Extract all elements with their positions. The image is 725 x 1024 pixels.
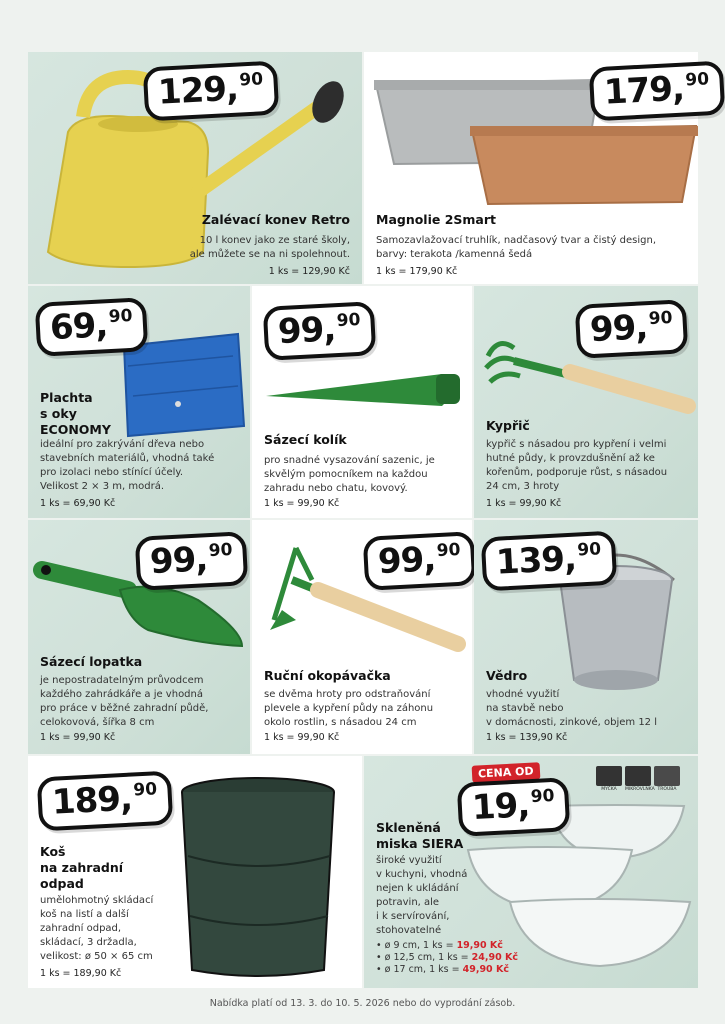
price-tag: 69,90 [35,297,149,357]
dishwasher-icon: MYČKA [596,766,622,786]
product-description: se dvěma hroty pro odstraňování plevele a kypření půdy na záhonu okolo rostlin, s násadou 24 cm [264,689,434,728]
microwave-icon: MIKROVLNKA [625,766,651,786]
unit-price: 1 ks = 99,90 Kč [486,498,562,509]
variant-row: • ø 9 cm, 1 ks = 19,90 Kč [376,940,503,951]
product-description: Samozavlažovací truhlík, nadčasový tvar a čistý design, barvy: terakota /kamenná šedá [376,235,657,260]
offer-validity-footer: Nabídka platí od 13. 3. do 10. 5. 2026 nebo do vyprodání zásob. [209,998,516,1009]
product-dibber [252,286,472,518]
price-tag: 139,90 [481,531,617,592]
product-description: kypřič s násadou pro kypření i velmi hutné půdy, k provzdušnění až ke kořenům, podporuje růst, s násadou 24 cm, 3 hroty [486,439,668,492]
product-title: Kypřič [486,418,530,433]
product-description: je nepostradatelným průvodcem každého zahrádkáře a je vhodná pro práce v běžné zahradní půdě, celokovová, šířka 8 cm [40,675,209,728]
product-description: pro snadné vysazování sazenic, je skvělým pomocníkem na každou zahradu nebo chatu, kovový. [264,455,435,494]
price-tag: 99,90 [363,531,477,591]
product-glass-bowl [364,756,698,988]
product-hoe [252,520,472,754]
price-tag: 179,90 [589,61,725,122]
price-from-badge: CENA OD [472,762,540,783]
oven-crossed-icon: TROUBA [654,766,680,786]
variant-row: • ø 12,5 cm, 1 ks = 24,90 Kč [376,952,519,963]
product-description: ideální pro zakrývání dřeva nebo stavebních materiálů, vhodná také pro izolaci nebo stínící účely. Velikost 2 × 3 m, modrá. [40,439,215,492]
product-tarp [28,286,250,518]
product-title: Koš na zahradní odpad [40,844,124,891]
product-description: 10 l konev jako ze staré školy, ale můžete se na ni spolehnout. [189,235,350,260]
product-garden-bag [28,756,362,988]
unit-price: 1 ks = 99,90 Kč [264,732,340,743]
product-description: umělohmotný skládací koš na listí a další zahradní odpad, skládací, 3 držadla, velikost: ø 50 × 65 cm [40,895,154,962]
product-cultivator [474,286,698,518]
product-title: Sázecí kolík [264,432,347,447]
unit-price: 1 ks = 99,90 Kč [40,732,116,743]
unit-price: 1 ks = 139,90 Kč [486,732,568,743]
variant-row: • ø 17 cm, 1 ks = 49,90 Kč [376,964,509,975]
unit-price: 1 ks = 189,90 Kč [40,968,122,979]
product-title: Zalévací konev Retro [201,212,350,227]
product-bucket [474,520,698,754]
product-description: široké využití v kuchyni, vhodná nejen k ukládání potravin, ale i k servírování, stohovatelné [376,855,468,936]
product-title: Plachta s oky ECONOMY [40,390,111,437]
usage-icons [596,766,683,790]
product-title: Vědro [486,668,528,683]
product-title: Ruční okopávačka [264,668,391,683]
product-trowel [28,520,250,754]
price-tag: 19,90 [457,777,571,837]
product-title: Magnolie 2Smart [376,212,497,227]
price-tag: 189,90 [37,771,173,832]
product-watering-can [28,52,362,284]
price-tag: 99,90 [135,531,249,591]
price-tag: 99,90 [575,299,689,359]
unit-price: 1 ks = 99,90 Kč [264,498,340,509]
price-tag: 129,90 [143,61,279,122]
product-planter [364,52,710,284]
product-title: Sázecí lopatka [40,654,143,669]
product-title: Skleněná miska SIERA [376,820,464,851]
unit-price: 1 ks = 69,90 Kč [40,498,116,509]
variant-price-list [376,940,518,976]
unit-price: 1 ks = 179,90 Kč [376,266,458,277]
price-tag: 99,90 [263,301,377,361]
product-description: vhodné využití na stavbě nebo v domácnosti, zinkové, objem 12 l [486,689,657,728]
unit-price: 1 ks = 129,90 Kč [268,266,350,277]
